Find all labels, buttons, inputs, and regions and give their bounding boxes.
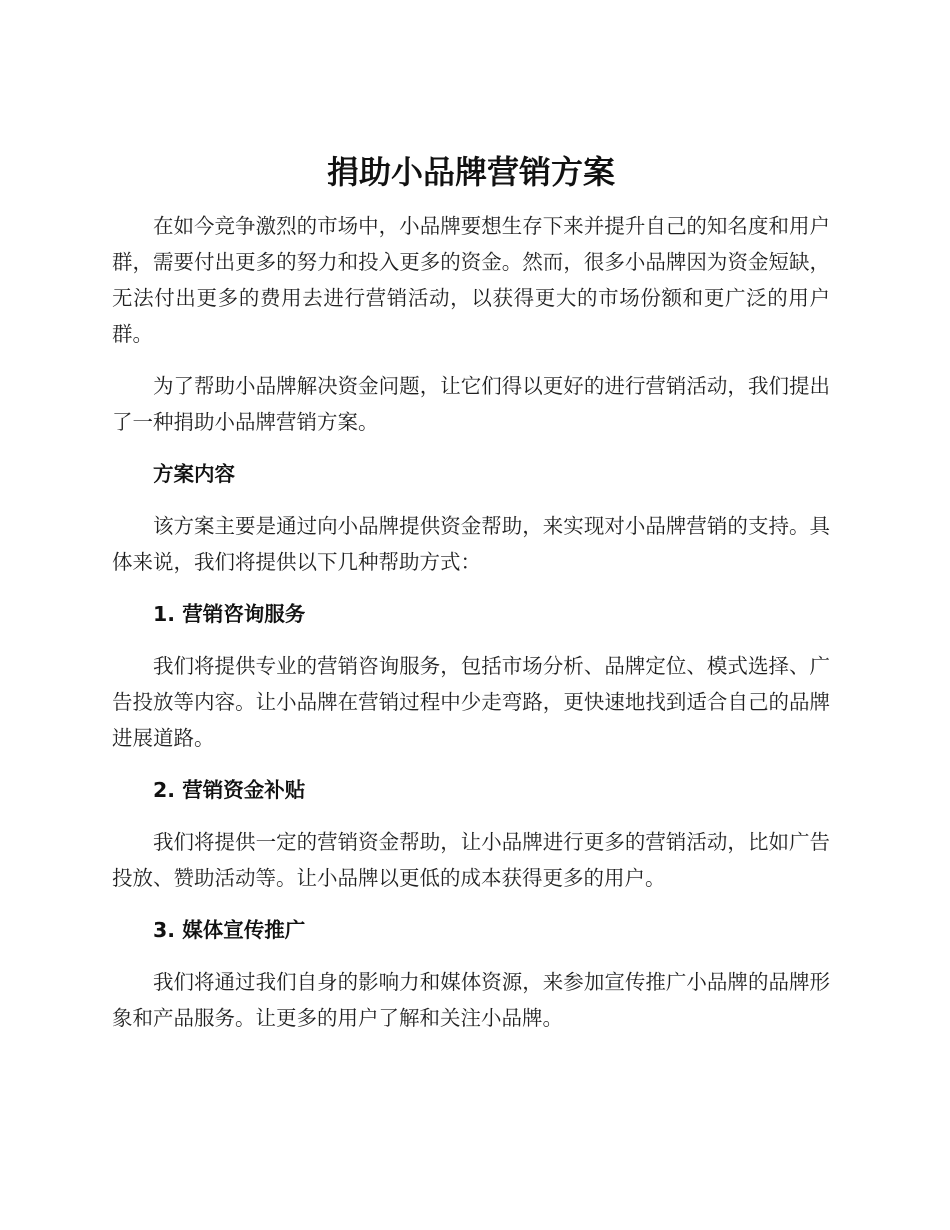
item-heading-1: 1. 营销咨询服务 <box>153 602 306 626</box>
item-body-3: 我们将通过我们自身的影响力和媒体资源，来参加宣传推广小品牌的品牌形象和产品服务。让更多的用户了解和关注小品牌。 <box>112 970 830 1030</box>
item-heading-2: 2. 营销资金补贴 <box>153 778 306 802</box>
intro-paragraph-1: 在如今竞争激烈的市场中，小品牌要想生存下来并提升自己的知名度和用户群，需要付出更多的努力和投入更多的资金。然而，很多小品牌因为资金短缺，无法付出更多的费用去进行营销活动，以获得更大的市场份额和更广泛的用户群。 <box>112 214 830 346</box>
section-paragraph: 该方案主要是通过向小品牌提供资金帮助，来实现对小品牌营销的支持。具体来说，我们将提供以下几种帮助方式： <box>112 514 830 574</box>
item-body-1: 我们将提供专业的营销咨询服务，包括市场分析、品牌定位、模式选择、广告投放等内容。让小品牌在营销过程中少走弯路，更快速地找到适合自己的品牌进展道路。 <box>112 654 830 750</box>
item-body-2: 我们将提供一定的营销资金帮助，让小品牌进行更多的营销活动，比如广告投放、赞助活动等。让小品牌以更低的成本获得更多的用户。 <box>112 830 830 890</box>
section-heading: 方案内容 <box>153 462 235 486</box>
document-body <box>112 150 830 1052</box>
document-title: 捐助小品牌营销方案 <box>326 153 615 191</box>
intro-paragraph-2: 为了帮助小品牌解决资金问题，让它们得以更好的进行营销活动，我们提出了一种捐助小品牌营销方案。 <box>112 374 830 434</box>
item-heading-3: 3. 媒体宣传推广 <box>153 918 306 942</box>
